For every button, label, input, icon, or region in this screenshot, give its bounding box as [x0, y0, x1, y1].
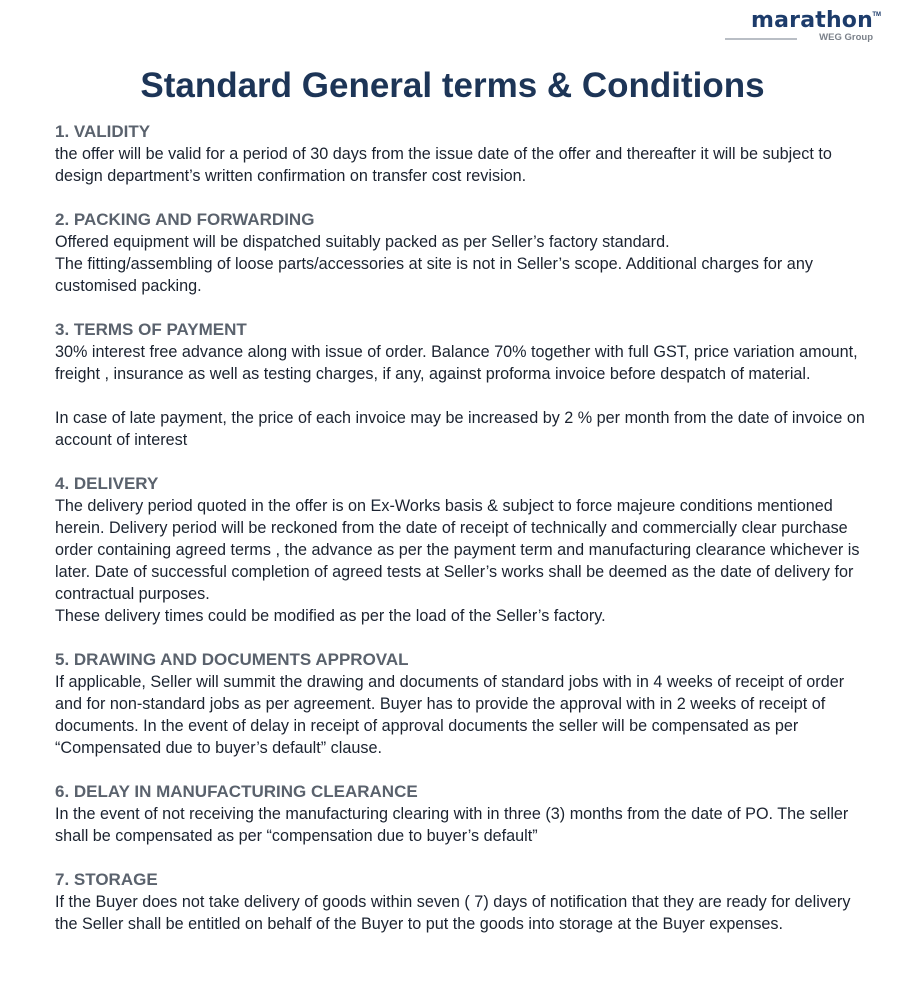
section-delivery	[55, 473, 865, 627]
section-storage	[55, 869, 865, 935]
section-delay-in-manufacturing-clearance	[55, 781, 865, 847]
page-title: Standard General terms & Conditions	[140, 66, 765, 105]
company-logo	[725, 8, 881, 48]
section-heading: 2. PACKING AND FORWARDING	[55, 210, 315, 229]
section-heading: 3. TERMS OF PAYMENT	[55, 320, 247, 339]
section-paragraph: The fitting/assembling of loose parts/accessories at site is not in Seller’s scope. Additional charges for any customised packing.	[55, 255, 813, 295]
logo-subtitle: WEG Group	[819, 32, 873, 43]
section-paragraph: If the Buyer does not take delivery of goods within seven ( 7) days of notification that they are ready for delivery the Seller shall be entitled on behalf of the Buyer to put the goods into storage at the Buyer expenses.	[55, 893, 851, 933]
section-validity	[55, 121, 865, 187]
section-heading: 4. DELIVERY	[55, 474, 159, 493]
section-heading: 6. DELAY IN MANUFACTURING CLEARANCE	[55, 782, 418, 801]
section-heading: 5. DRAWING AND DOCUMENTS APPROVAL	[55, 650, 409, 669]
section-paragraph: 30% interest free advance along with issue of order. Balance 70% together with full GST, price variation amount, freight , insurance as well as testing charges, if any, against proforma invoice before despatch of material.	[55, 343, 858, 383]
logo-brand-name: marathon	[750, 8, 873, 33]
section-paragraph: Offered equipment will be dispatched suitably packed as per Seller’s factory standard.	[55, 233, 670, 251]
section-heading: 1. VALIDITY	[55, 122, 151, 141]
logo-trademark: TM	[872, 12, 881, 18]
section-paragraph: The delivery period quoted in the offer is on Ex-Works basis & subject to force majeure conditions mentioned herein. Delivery period will be reckoned from the date of receipt of technically and commercially clear purchase order containing agreed terms , the advance as per the payment term and manufacturing clearance whichever is later. Date of successful completion of agreed tests at Seller’s works shall be deemed as the date of delivery for contractual purposes.	[55, 497, 860, 603]
section-drawing-and-documents-approval	[55, 649, 865, 759]
section-paragraph: If applicable, Seller will summit the drawing and documents of standard jobs with in 4 weeks of receipt of order and for non-standard jobs as per agreement. Buyer has to provide the approval with in 2 weeks of receipt of documents. In the event of delay in receipt of approval documents the seller will be compensated as per “Compensated due to buyer’s default” clause.	[55, 673, 845, 757]
section-terms-of-payment	[55, 319, 865, 451]
section-packing-and-forwarding	[55, 209, 865, 297]
logo-divider-line	[725, 38, 797, 40]
section-heading: 7. STORAGE	[55, 870, 158, 889]
section-paragraph: the offer will be valid for a period of 30 days from the issue date of the offer and thereafter it will be subject to design department’s written confirmation on transfer cost revision.	[55, 145, 832, 185]
terms-content	[55, 121, 865, 957]
section-paragraph: In the event of not receiving the manufacturing clearing with in three (3) months from the date of PO. The seller shall be compensated as per “compensation due to buyer’s default”	[55, 805, 849, 845]
section-paragraph: In case of late payment, the price of each invoice may be increased by 2 % per month from the date of invoice on account of interest	[55, 409, 865, 449]
section-paragraph: These delivery times could be modified as per the load of the Seller’s factory.	[55, 607, 606, 625]
